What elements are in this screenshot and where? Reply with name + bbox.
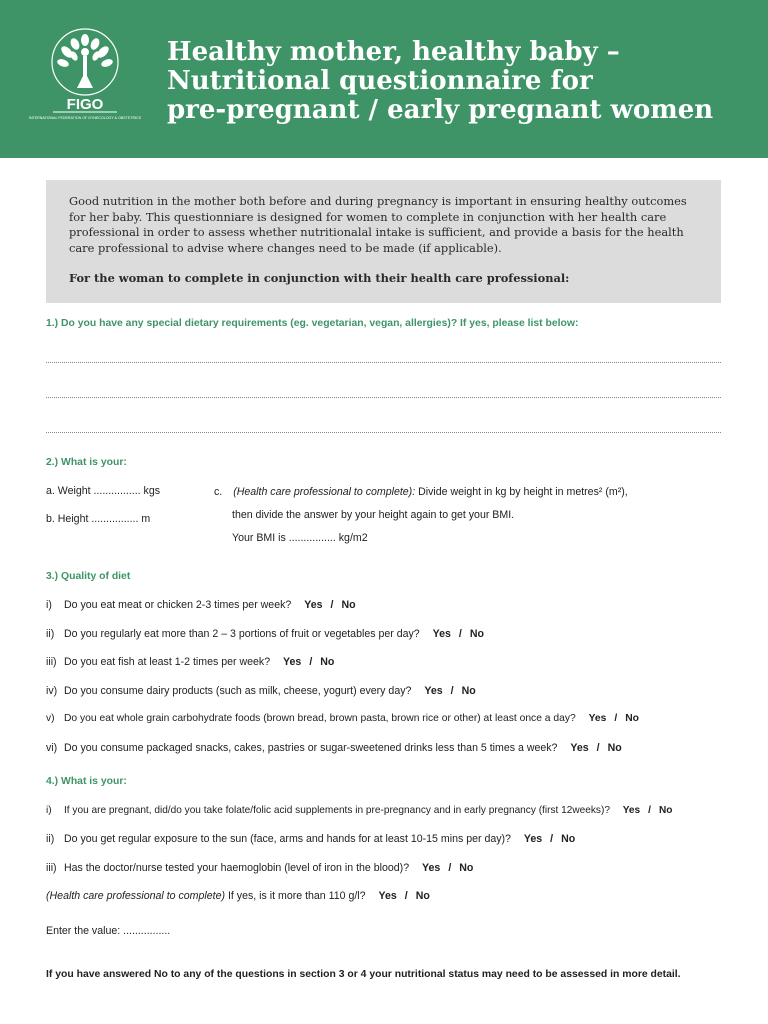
yes-no-choice: Yes / No [588, 713, 639, 724]
question-number: iii) [46, 656, 57, 668]
footer-note: If you have answered No to any of the questions in section 3 or 4 your nutritional status may need to be assessed in more detail. [46, 969, 681, 980]
question-number: ii) [46, 628, 55, 640]
bmi-instruction [214, 486, 628, 498]
yes-no-choice: Yes / No [422, 862, 474, 874]
yes-option[interactable]: Yes [570, 742, 589, 754]
yes-option[interactable]: Yes [622, 805, 641, 816]
question-row [46, 890, 430, 902]
question-text: If yes, is it more than 110 g/l? [225, 890, 366, 902]
title-line: Nutritional questionnaire for [167, 66, 593, 96]
question-row [46, 742, 622, 754]
logo-subtext: INTERNATIONAL FEDERATION OF GYNECOLOGY & OBSTETRICS [28, 116, 142, 120]
no-option[interactable]: No [561, 833, 576, 845]
figo-logo [28, 28, 142, 138]
svg-text:FIGO: FIGO [66, 96, 104, 113]
question-text: Do you consume dairy products (such as milk, cheese, yogurt) every day? [64, 685, 412, 697]
weight-field[interactable]: a. Weight ................ kgs [46, 485, 161, 497]
question-row [46, 628, 484, 640]
no-option[interactable]: No [461, 685, 476, 697]
yes-option[interactable]: Yes [422, 862, 441, 874]
question-row [46, 713, 639, 724]
section-3-heading: 3.) Quality of diet [46, 571, 131, 582]
question-row [46, 833, 575, 845]
question-number: i) [46, 599, 52, 611]
yes-no-choice: Yes / No [570, 742, 622, 754]
question-text: Has the doctor/nurse tested your haemoglobin (level of iron in the blood)? [64, 862, 410, 874]
question-text: Do you eat whole grain carbohydrate foods (brown bread, brown pasta, brown rice or other) at least once a day? [64, 713, 576, 724]
question-text: Do you consume packaged snacks, cakes, pastries or sugar-sweetened drinks less than 5 times a week? [64, 742, 558, 754]
yes-option[interactable]: Yes [523, 833, 543, 845]
yes-no-choice: Yes / No [432, 628, 484, 640]
yes-no-choice: Yes / No [283, 656, 335, 668]
page-title [167, 38, 747, 125]
yes-option[interactable]: Yes [378, 890, 397, 902]
yes-option[interactable]: Yes [588, 713, 607, 724]
hcp-note: (Health care professional to complete) [46, 890, 226, 902]
question-text: Do you eat meat or chicken 2-3 times per week? [64, 599, 292, 611]
height-field[interactable]: b. Height ................ m [46, 513, 151, 525]
question-number: v) [46, 713, 55, 724]
question-row [46, 805, 672, 816]
question-text: If you are pregnant, did/do you take folate/folic acid supplements in pre-pregnancy and in early pregnancy (first 12weeks)? [64, 805, 610, 816]
question-number: iii) [46, 862, 57, 874]
section-1-heading: 1.) Do you have any special dietary requirements (eg. vegetarian, vegan, allergies)? If yes, please list below: [46, 318, 579, 329]
yes-no-choice: Yes / No [622, 805, 673, 816]
question-text: Do you eat fish at least 1-2 times per week? [64, 656, 271, 668]
question-row [46, 685, 476, 697]
yes-option[interactable]: Yes [432, 628, 451, 640]
no-option[interactable]: No [658, 805, 673, 816]
question-row [46, 862, 473, 874]
intro-instruction: For the woman to complete in conjunction with their health care professional: [69, 271, 570, 285]
bmi-marker: c. [214, 486, 223, 498]
haemoglobin-value-field[interactable]: Enter the value: ................ [46, 925, 171, 937]
no-option[interactable]: No [459, 862, 474, 874]
question-row [46, 599, 356, 611]
title-line: pre-pregnant / early pregnant women [167, 95, 714, 125]
no-option[interactable]: No [415, 890, 430, 902]
answer-line[interactable] [46, 397, 721, 398]
section-2-heading: 2.) What is your: [46, 457, 127, 468]
yes-no-choice: Yes / No [424, 685, 476, 697]
question-text: Do you get regular exposure to the sun (face, arms and hands for at least 10-15 mins per day)? [64, 833, 511, 845]
yes-option[interactable]: Yes [283, 656, 302, 668]
question-number: vi) [46, 742, 58, 754]
intro-paragraph: Good nutrition in the mother both before and during pregnancy is important in ensuring healthy outcomes for her baby. This questionniare is designed for women to complete in conjunction with her health care professional in order to assess whether nutritionalal intake is sufficient, and provide a basis for the health care professional to advise where changes need to be made (if applicable). [69, 194, 687, 255]
page-header [0, 0, 768, 158]
no-option[interactable]: No [625, 713, 639, 724]
intro-box [46, 180, 721, 303]
answer-line[interactable] [46, 362, 721, 363]
question-row [46, 656, 334, 668]
question-text: Do you regularly eat more than 2 – 3 portions of fruit or vegetables per day? [64, 628, 420, 640]
question-number: iv) [46, 685, 58, 697]
tree-of-life-icon [28, 28, 142, 138]
yes-option[interactable]: Yes [424, 685, 443, 697]
no-option[interactable]: No [469, 628, 484, 640]
yes-no-choice: Yes / No [304, 599, 356, 611]
title-line: Healthy mother, healthy baby – [167, 37, 620, 67]
yes-no-choice: Yes / No [523, 833, 576, 845]
section-4-heading: 4.) What is your: [46, 776, 127, 787]
bmi-text: Divide weight in kg by height in metres² (m²), [415, 486, 628, 498]
yes-option[interactable]: Yes [304, 599, 323, 611]
bmi-field[interactable]: Your BMI is ................ kg/m2 [232, 532, 368, 544]
yes-no-choice: Yes / No [378, 890, 430, 902]
hcp-note: (Health care professional to complete): [233, 486, 416, 498]
question-number: ii) [46, 833, 55, 845]
bmi-instruction-line2: then divide the answer by your height again to get your BMI. [232, 509, 515, 521]
no-option[interactable]: No [607, 742, 622, 754]
no-option[interactable]: No [320, 656, 335, 668]
question-number: i) [46, 805, 52, 816]
no-option[interactable]: No [341, 599, 356, 611]
answer-line[interactable] [46, 432, 721, 433]
